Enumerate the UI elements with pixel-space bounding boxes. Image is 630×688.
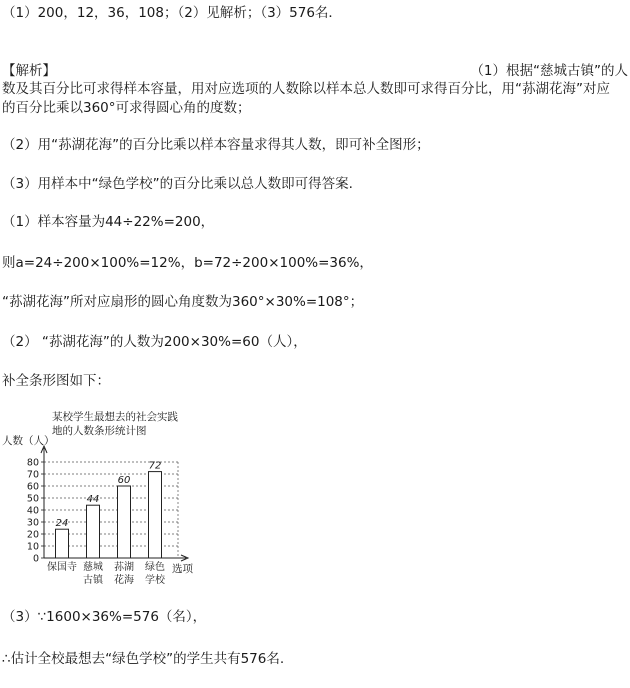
solution-step-3a: （3）∵1600×36%=576（名）， bbox=[2, 609, 207, 625]
x-tick-label: 学校 bbox=[145, 575, 165, 586]
chart-title-line: 地的人数条形统计图 bbox=[52, 425, 147, 437]
y-tick-label: 10 bbox=[26, 541, 39, 553]
bar-value-label: 24 bbox=[55, 518, 69, 530]
y-tick-label: 50 bbox=[26, 493, 39, 505]
y-tick-label: 80 bbox=[26, 457, 39, 469]
solution-step-1b: 则a=24÷200×100%=12%，b=72÷200×100%=36%， bbox=[2, 255, 373, 271]
bar-value-label: 72 bbox=[148, 460, 162, 472]
analysis-paragraph-1: 数及其百分比可求得样本容量，用对应选项的人数除以样本总人数即可求得百分比，用“荪湖花海”对应的百分比乘以360°可求得圆心角的度数； bbox=[2, 81, 610, 116]
y-axis-label: 人数（人） bbox=[2, 435, 55, 447]
x-tick-label: 荪湖 bbox=[114, 562, 134, 573]
analysis-paragraph-3: （3）用样本中“绿色学校”的百分比乘以总人数即可得答案. bbox=[2, 176, 353, 192]
y-tick-label: 30 bbox=[26, 517, 39, 529]
x-tick-label: 保国寺 bbox=[47, 562, 77, 573]
bar-value-label: 44 bbox=[86, 494, 100, 506]
bar bbox=[149, 472, 162, 558]
x-tick-label: 慈城 bbox=[83, 562, 103, 573]
bar-chart bbox=[0, 398, 215, 593]
section-header: 【解析】 bbox=[2, 63, 56, 79]
answer-line: （1）200，12，36，108；（2）见解析；（3）576名． bbox=[2, 5, 342, 21]
solution-step-2b: 补全条形图如下： bbox=[2, 373, 110, 389]
bar-value-label: 60 bbox=[117, 475, 131, 486]
chart-title-line: 某校学生最想去的社会实践 bbox=[52, 411, 178, 423]
y-tick-label: 20 bbox=[26, 529, 39, 541]
chart-marks bbox=[47, 461, 166, 586]
x-tick-label: 绿色 bbox=[145, 562, 165, 573]
y-tick-label: 70 bbox=[26, 469, 39, 481]
conclusion: ∴估计全校最想去“绿色学校”的学生共有576名. bbox=[2, 651, 285, 667]
analysis-paragraph-2: （2）用“荪湖花海”的百分比乘以样本容量求得其人数，即可补全图形； bbox=[2, 137, 430, 153]
solution-step-2a: （2） “荪湖花海”的人数为200×30%=60（人）， bbox=[2, 334, 307, 350]
analysis-part1: （1）根据“慈城古镇”的人 bbox=[470, 63, 628, 79]
bar bbox=[56, 529, 69, 558]
x-tick-label: 花海 bbox=[114, 575, 134, 586]
x-axis-label: 选项 bbox=[172, 563, 193, 575]
x-tick-label: 古镇 bbox=[83, 575, 103, 586]
y-tick-label: 60 bbox=[26, 481, 39, 493]
bar bbox=[87, 505, 100, 558]
solution-step-1c: “荪湖花海”所对应扇形的圆心角度数为360°×30%=108°； bbox=[2, 294, 364, 310]
y-tick-label: 40 bbox=[26, 505, 39, 517]
bar bbox=[118, 486, 131, 558]
chart-title bbox=[52, 410, 178, 437]
solution-step-1a: （1）样本容量为44÷22%=200， bbox=[2, 214, 215, 230]
y-tick-label: 0 bbox=[32, 553, 39, 565]
